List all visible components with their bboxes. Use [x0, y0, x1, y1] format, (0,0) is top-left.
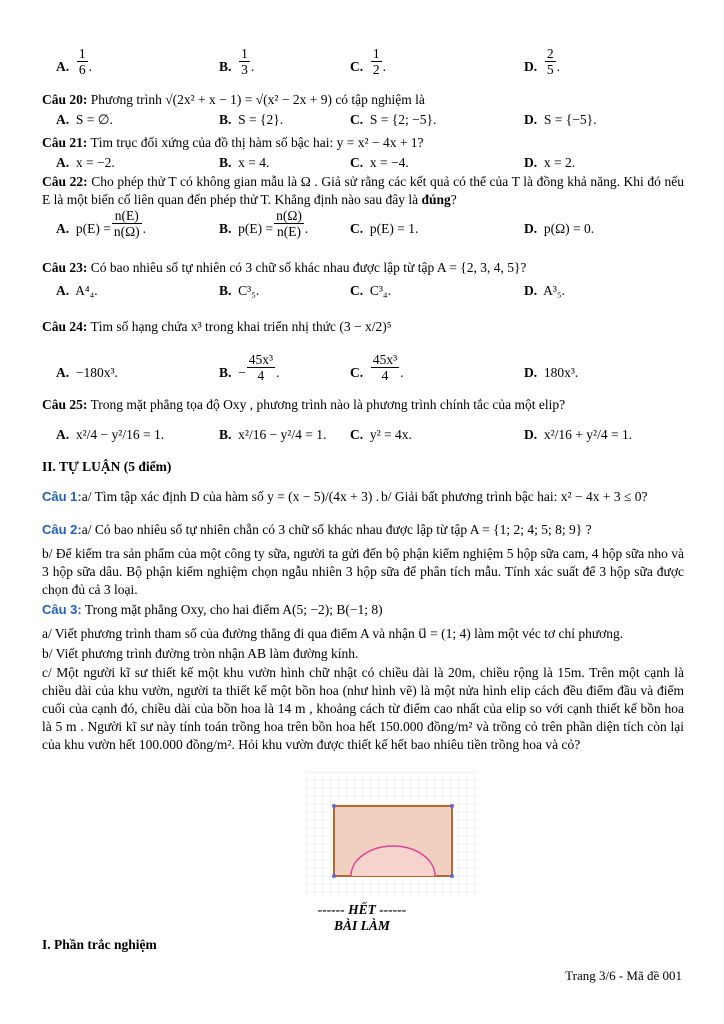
q25-option-a: A. x²/4 − y²/16 = 1.: [56, 427, 165, 442]
q25-option-d: D. x²/16 + y²/4 = 1.: [524, 427, 633, 442]
q21-option-c: C. x = −4.: [350, 155, 409, 170]
essay-q2a: Câu 2:a/ Có bao nhiêu số tự nhiên chẵn có 3 chữ số khác nhau được lập từ tập A = {1; 2; 4; 5; 8; 9} ?: [42, 522, 592, 537]
q20-option-b: B. S = {2}.: [219, 112, 284, 127]
page-footer: Trang 3/6 - Mã đề 001: [565, 968, 682, 983]
section-essay-heading: II. TỰ LUẬN (5 điểm): [42, 459, 172, 474]
q24-option-d: D. 180x³.: [524, 365, 579, 380]
corner-point: [450, 804, 454, 808]
q22-options: [42, 208, 684, 252]
end-marker: ------ HẾT ------: [317, 902, 407, 917]
q23-stem: Câu 23: Có bao nhiêu số tự nhiên có 3 chữ số khác nhau được lập từ tập A = {2, 3, 4, 5}?: [42, 260, 527, 275]
garden-diagram: [306, 772, 478, 897]
q24-option-a: A. −180x³.: [56, 365, 118, 380]
essay-q3c: c/ Một người kĩ sư thiết kế một khu vườn hình chữ nhật có chiều dài là 20m, chiều rộng là 15m. Trên một cạnh là chiều dài của khu vườn, người ta thiết kế một bồn hoa (như hình vẽ) là một nửa hình elip cách đều điểm đầu và điểm cuối của cạnh đó, chiều dài của bồn hoa là 14 m , khoảng cách từ điểm cao nhất của elip so với cạnh thiết kế bồn hoa là 5 m . Người kĩ sư này tính toán trồng hoa trên bồn hoa hết 150.000 đồng/m² và trồng cỏ trên phần diện tích còn lại của khu vườn hết 100.000 đồng/m². Hỏi khu vườn được thiết kế hết bao nhiêu tiền trồng hoa và cỏ?: [42, 665, 684, 752]
corner-point: [450, 874, 454, 878]
q23-option-d: D. A³₅.: [524, 283, 566, 298]
essay-q1: Câu 1:a/ Tìm tập xác định D của hàm số y = (x − 5)/(4x + 3) . b/ Giải bất phương trình bậc hai: x² − 4x + 3 ≤ 0?: [42, 489, 648, 504]
q25-option-c: C. y² = 4x.: [350, 427, 412, 442]
part1-heading: I. Phần trắc nghiệm: [42, 937, 157, 952]
q23-option-c: C. C³₄.: [350, 283, 392, 298]
q20-option-a: A. S = ∅.: [56, 112, 113, 127]
essay-q2b: b/ Để kiểm tra sản phẩm của một công ty sữa, người ta gửi đến bộ phận kiểm nghiệm 5 hộp sữa cam, 4 hộp sữa nho và 3 hộp sữa dâu. Bộ phận kiểm nghiệm chọn ngẫu nhiên 3 hộp sữa để phân tích mẫu. Tính xác suất để 3 hộp sữa được chọn đủ cả 3 loại.: [42, 546, 684, 597]
q19-options: [42, 48, 684, 88]
q20-option-d: D. S = {−5}.: [524, 112, 597, 127]
q21-option-b: B. x = 4.: [219, 155, 270, 170]
q23-option-b: B. C³₅.: [219, 283, 260, 298]
q20-stem: Câu 20: Phương trình √(2x² + x − 1) = √(x² − 2x + 9) có tập nghiệm là: [42, 92, 425, 107]
q24-stem: Câu 24: Tìm số hạng chứa x³ trong khai triển nhị thức (3 − x/2)⁵: [42, 319, 392, 334]
essay-q3b: b/ Viết phương trình đường tròn nhận AB làm đường kính.: [42, 646, 359, 661]
q22-option-b: B. p(E) = $\frac{n(\Omega)}{n(E)}$ .: [219, 208, 309, 240]
q21-option-d: D. x = 2.: [524, 155, 576, 170]
essay-q3a: a/ Viết phương trình tham số của đường thẳng đi qua điểm A và nhận u⃗ = (1; 4) làm một véc tơ chỉ phương.: [42, 626, 624, 641]
q19-option-a: A. $\frac{1}{6}$ .: [56, 46, 92, 78]
essay-q3-intro: Câu 3: Trong mặt phẳng Oxy, cho hai điểm A(5; −2); B(−1; 8): [42, 602, 383, 617]
q19-option-c: C. $\frac{1}{2}$ .: [350, 46, 386, 78]
q19-option-b: B. $\frac{1}{3}$ .: [219, 46, 255, 78]
q21-option-a: A. x = −2.: [56, 155, 115, 170]
q22-stem: Câu 22: Cho phép thử T có không gian mẫu là Ω . Giả sử rằng các kết quả có thể của T là đồng khả năng. Khi đó nếu E là một biến cố liên quan đến phép thử T. Khẳng định nào sau đây là đúng?: [42, 174, 685, 207]
answer-heading: BÀI LÀM: [334, 918, 390, 933]
garden-figure: [306, 772, 478, 897]
q21-stem: Câu 21: Tìm trục đối xứng của đồ thị hàm số bậc hai: y = x² − 4x + 1?: [42, 135, 424, 150]
q20-option-c: C. S = {2; −5}.: [350, 112, 437, 127]
q24-option-c: C. $\frac{\text{45x³}}{4}$ .: [350, 352, 404, 384]
q19-option-d: D. $\frac{2}{5}$ .: [524, 46, 560, 78]
q22-option-d: D. p(Ω) = 0.: [524, 221, 595, 236]
q24-option-b: B. − $\frac{\text{45x³}}{4}$ .: [219, 352, 280, 384]
q24-options: [42, 352, 684, 392]
q23-option-a: A. A⁴₄.: [56, 283, 98, 298]
q25-stem: Câu 25: Trong mặt phẳng tọa độ Oxy , phương trình nào là phương trình chính tắc của một elip?: [42, 397, 566, 412]
q22-option-c: C. p(E) = 1.: [350, 221, 419, 236]
corner-point: [332, 874, 336, 878]
q22-option-a: A. p(E) = $\frac{n(E)}{n(\Omega)}$ .: [56, 208, 147, 240]
corner-point: [332, 804, 336, 808]
q25-option-b: B. x²/16 − y²/4 = 1.: [219, 427, 327, 442]
